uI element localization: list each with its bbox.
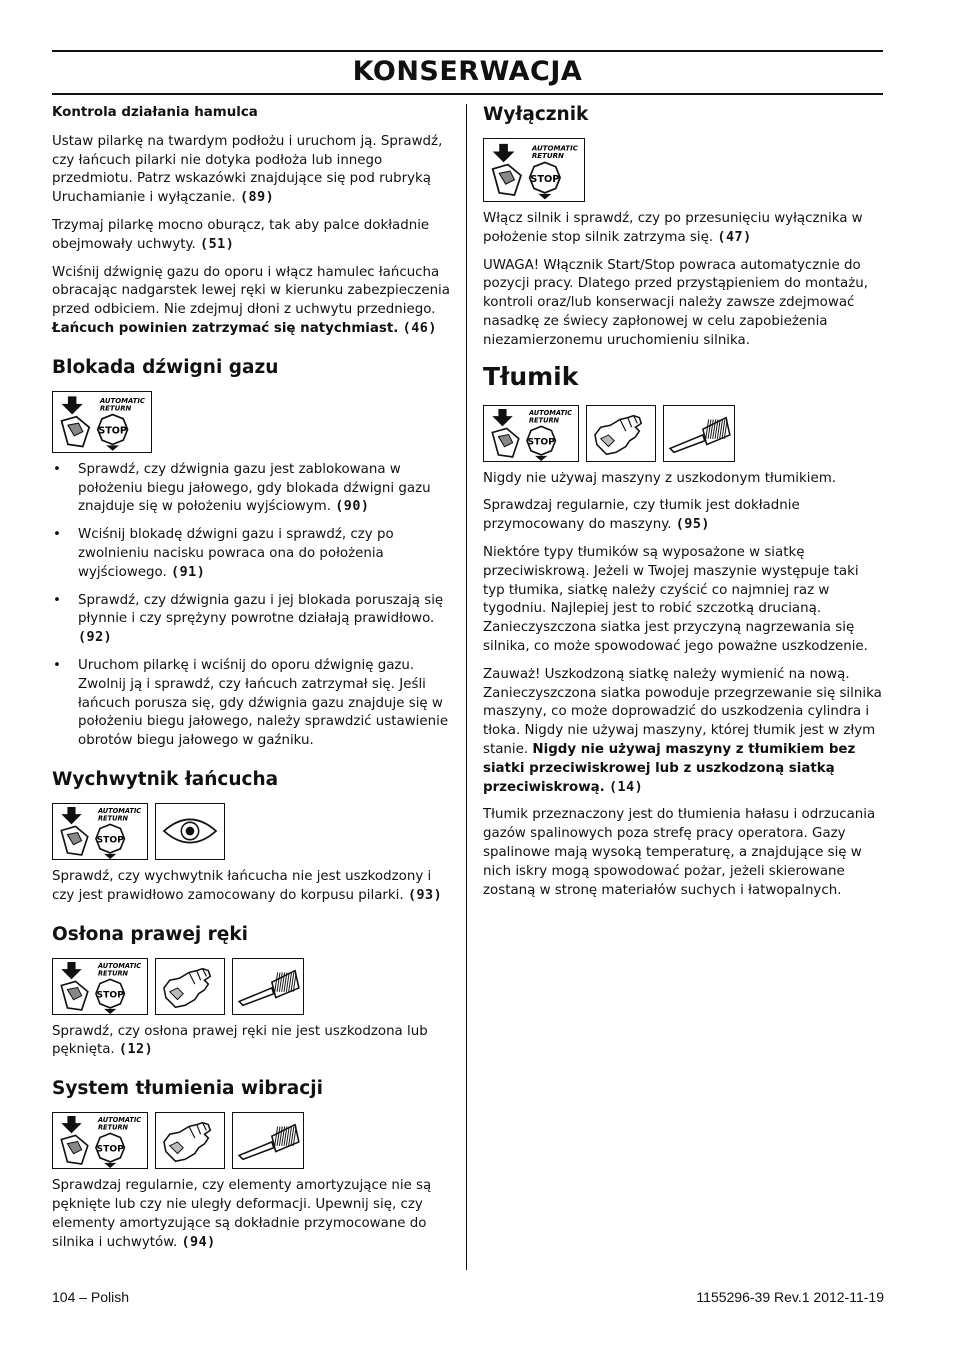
vibration-damping-icons [52,1112,452,1169]
svg-text:RETURN: RETURN [97,1123,129,1132]
right-column [483,104,883,909]
svg-text:RETURN: RETURN [97,814,129,823]
list-item: • Wciśnij blokadę dźwigni gazu i sprawdź, czy po zwolnieniu nacisku powraca ona do położenia wyjściowego. (91) [52,526,452,582]
brake-paragraph-2: Trzymaj pilarkę mocno oburącz, tak aby palce dokładnie obejmowały uchwyty. (51) [52,217,430,252]
right-hand-guard-paragraph: Sprawdź, czy osłona prawej ręki nie jest uszkodzona lub pęknięta. (12) [52,1023,428,1058]
throttle-lock-list [52,461,452,751]
automatic-return-stop-icon [52,803,148,860]
brush-icon [232,958,304,1015]
page-title: KONSERWACJA [352,56,583,87]
vibration-damping-paragraph: Sprawdzaj regularnie, czy elementy amortyzujące nie są pęknięte lub czy nie uległy deformacji. Upewnij się, czy elementy amortyzujące są dokładnie przymocowane do silnika i uchwytów. (94) [52,1178,432,1250]
column-divider [466,104,467,1270]
brush-icon [232,1112,304,1169]
svg-text:AUTOMATIC: AUTOMATIC [528,408,573,417]
list-item: • Uruchom pilarkę i wciśnij do oporu dźwignię gazu. Zwolnij ją i sprawdź, czy łańcuch zatrzymał się. Jeśli łańcuch porusza się, gdy dźwignia gazu znajduje się w położeniu biegu jałowego, należy sprawdzić ustawienie obrotów biegu jałowego w gaźniku. [52,657,452,751]
chain-catcher-icons [52,803,452,860]
automatic-return-stop-icon [52,1112,148,1169]
automatic-return-stop-icon [483,405,579,462]
svg-text:RETURN: RETURN [528,415,560,424]
glove-icon [586,405,656,462]
automatic-return-stop-icon [483,138,585,202]
footer-page-number: 104 – Polish [52,1289,130,1305]
glove-icon [155,1112,225,1169]
throttle-lock-icons [52,391,452,453]
svg-text:RETURN: RETURN [97,968,129,977]
eye-icon [155,803,225,860]
muffler-paragraph-1: Nigdy nie używaj maszyny z uszkodonym tłumikiem. [483,470,837,486]
list-item: • Sprawdź, czy dźwignia gazu jest zablokowana w położeniu biegu jałowego, gdy blokada dźwigni gazu znajduje się w położeniu wyjściowym. (90) [52,461,452,517]
automatic-return-stop-icon [52,958,148,1015]
chain-catcher-heading: Wychwytnik łańcucha [52,768,279,790]
stop-switch-heading: Wyłącznik [483,104,589,125]
svg-text:STOP: STOP [96,1143,124,1155]
glove-icon [155,958,225,1015]
svg-text:AUTOMATIC: AUTOMATIC [97,1116,142,1125]
stop-switch-icons [483,138,883,202]
footer-document-id: 1155296-39 Rev.1 2012-11-19 [696,1289,884,1305]
header-bottom-rule [52,93,883,95]
left-column [52,104,452,1261]
brake-paragraph-1: Ustaw pilarkę na twardym podłożu i uruchom ją. Sprawdź, czy łańcuch pilarki nie dotyka podłoża lub innego przedmiotu. Patrz wskazówki znajdujące się pod rubryką Uruchamianie i wyłączanie. (89) [52,133,443,206]
svg-text:AUTOMATIC: AUTOMATIC [97,807,142,816]
muffler-paragraph-2: Sprawdzaj regularnie, czy tłumik jest dokładnie przymocowany do maszyny. (95) [483,498,800,533]
right-hand-guard-icons [52,958,452,1015]
stop-switch-paragraph-1: Włącz silnik i sprawdź, czy po przesunięciu wyłącznika w położenie stop silnik zatrzyma się. (47) [483,211,863,245]
svg-text:STOP: STOP [96,834,124,846]
header-top-rule [52,50,883,52]
stop-switch-paragraph-2: UWAGA! Włącznik Start/Stop powraca automatycznie do pozycji pracy. Dlatego przed przystąpieniem do montażu, kontroli oraz/lub konserwacji należy zawsze zdejmować nasadkę ze świecy zapłonowej w celu zapobieżenia niezamierzonemu uruchomieniu silnika. [483,257,869,348]
svg-text:AUTOMATIC: AUTOMATIC [531,143,578,153]
throttle-lock-heading: Blokada dźwigni gazu [52,356,279,378]
vibration-damping-heading: System tłumienia wibracji [52,1078,323,1100]
right-hand-guard-heading: Osłona prawej ręki [52,923,248,945]
chain-catcher-paragraph: Sprawdź, czy wychwytnik łańcucha nie jest uszkodzony i czy jest prawidłowo zamocowany do korpusu pilarki. (93) [52,868,443,903]
muffler-icons [483,405,883,462]
brush-icon [663,405,735,462]
muffler-heading: Tłumik [483,361,579,391]
muffler-paragraph-4: Zauważ! Uszkodzoną siatkę należy wymienić na nową. Zanieczyszczona siatka powoduje przegrzewanie się silnika maszyny, co może doprowadzić do uszkodzenia cylindra i tłoka. Nigdy nie używaj maszyny, której tłumik jest w złym stanie. Nigdy nie używaj maszyny z tłumikiem bez siatki przeciwiskrowej lub z uszkodzoną siatką przeciwiskrową. (14) [483,666,882,795]
svg-text:RETURN: RETURN [99,404,132,413]
automatic-return-stop-icon [52,391,152,453]
list-item: • Sprawdź, czy dźwignia gazu i jej blokada poruszają się płynnie i czy sprężyny powrotne działają prawidłowo. (92) [52,592,452,648]
svg-text:STOP: STOP [527,436,555,448]
muffler-paragraph-3: Niektóre typy tłumików są wyposażone w siatkę przeciwiskrową. Jeżeli w Twojej maszynie występuje taki typ tłumika, siatkę należy czyścić co najmniej raz w tygodniu. Najlepiej jest to robić szczotką drucianą. Zanieczyszczona siatka jest przyczyną nagrzewania się silnika, co może spowodować jego poważne uszkodzenie. [483,544,868,654]
brake-paragraph-3: Wciśnij dźwignię gazu do oporu i włącz hamulec łańcucha obracając nadgarstek lewej ręki w kierunku zabezpieczenia przed odbiciem. Nie zdejmuj dłoni z uchwytu przedniego. Łańcuch powinien zatrzymać się natychmiast. (46) [52,264,450,336]
svg-text:RETURN: RETURN [531,151,564,161]
brake-check-title: Kontrola działania hamulca [52,105,258,120]
svg-text:STOP: STOP [96,989,124,1001]
svg-text:AUTOMATIC: AUTOMATIC [97,961,142,970]
svg-text:STOP: STOP [530,173,560,185]
muffler-paragraph-5: Tłumik przeznaczony jest do tłumienia hałasu i odrzucania gazów spalinowych poza strefę pracy operatora. Gazy spalinowe mają wysoką temperaturę, a znajdujące się w nich iskry mogą spowodować pożar, jeżeli skierowane zostaną w stronę materiałów suchych i łatwopalnych. [483,807,876,898]
svg-text:STOP: STOP [98,425,127,437]
svg-text:AUTOMATIC: AUTOMATIC [99,396,146,405]
